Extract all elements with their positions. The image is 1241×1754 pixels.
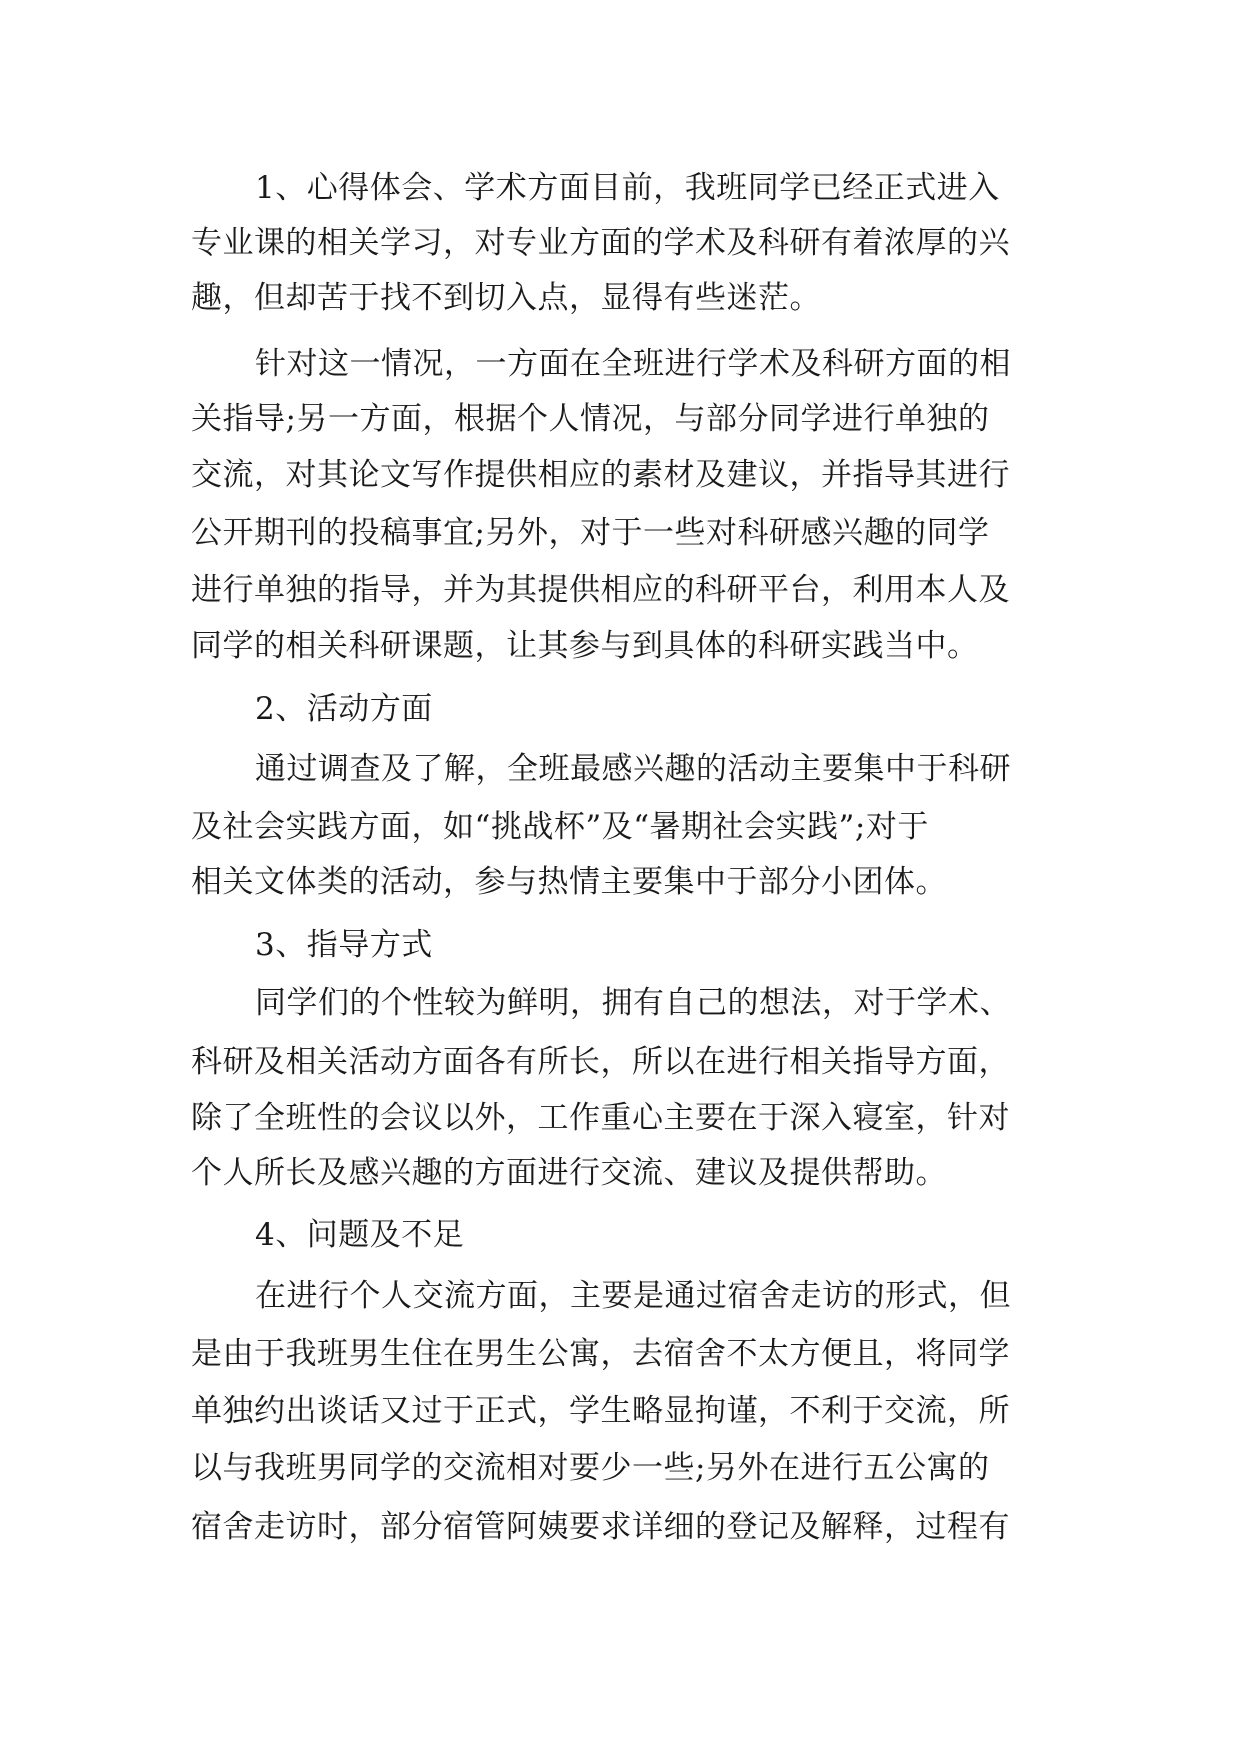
text-line: 单独约出谈话又过于正式，学生略显拘谨，不利于交流，所: [191, 1393, 1010, 1429]
section-heading: 2、活动方面: [255, 691, 433, 727]
text-line: 及社会实践方面，如“挑战杯”及“暑期社会实践”;对于: [191, 809, 929, 845]
text-line: 是由于我班男生住在男生公寓，去宿舍不太方便且，将同学: [191, 1336, 1010, 1372]
text-line: 专业课的相关学习，对专业方面的学术及科研有着浓厚的兴: [191, 225, 1010, 261]
text-line: 1、心得体会、学术方面目前，我班同学已经正式进入: [255, 170, 1000, 206]
text-line: 通过调查及了解，全班最感兴趣的活动主要集中于科研: [255, 751, 1011, 787]
text-line: 宿舍走访时，部分宿管阿姨要求详细的登记及解释，过程有: [191, 1509, 1010, 1545]
text-line: 相关文体类的活动，参与热情主要集中于部分小团体。: [191, 864, 947, 900]
section-heading: 3、指导方式: [255, 927, 433, 963]
text-line: 关指导;另一方面，根据个人情况，与部分同学进行单独的: [191, 401, 990, 437]
text-line: 进行单独的指导，并为其提供相应的科研平台，利用本人及: [191, 572, 1010, 608]
text-line: 同学们的个性较为鲜明，拥有自己的想法，对于学术、: [255, 985, 1011, 1021]
text-line: 除了全班性的会议以外，工作重心主要在于深入寝室，针对: [191, 1100, 1010, 1136]
text-line: 同学的相关科研课题，让其参与到具体的科研实践当中。: [191, 628, 979, 664]
text-line: 交流，对其论文写作提供相应的素材及建议，并指导其进行: [191, 457, 1010, 493]
text-line: 科研及相关活动方面各有所长，所以在进行相关指导方面，: [191, 1044, 1010, 1080]
text-line: 趣，但却苦于找不到切入点，显得有些迷茫。: [191, 280, 821, 316]
text-line: 在进行个人交流方面，主要是通过宿舍走访的形式，但: [255, 1278, 1011, 1314]
text-line: 公开期刊的投稿事宜;另外，对于一些对科研感兴趣的同学: [191, 515, 990, 551]
section-heading: 4、问题及不足: [255, 1217, 465, 1253]
text-line: 个人所长及感兴趣的方面进行交流、建议及提供帮助。: [191, 1155, 947, 1191]
text-line: 以与我班男同学的交流相对要少一些;另外在进行五公寓的: [191, 1450, 990, 1486]
text-line: 针对这一情况，一方面在全班进行学术及科研方面的相: [255, 346, 1011, 382]
